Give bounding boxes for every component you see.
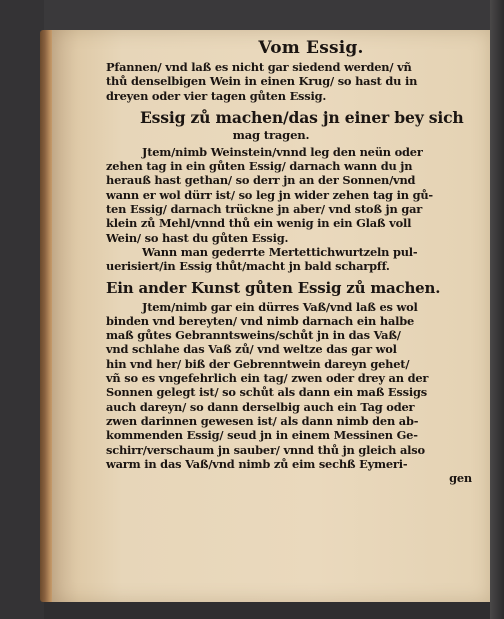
text-line: Wann man gederrte Mertettichwurtzeln pul- (142, 244, 418, 259)
book-board-top (0, 0, 504, 30)
text-line: Wein/ so hast du gůten Essig. (106, 230, 289, 245)
text-line: ten Essig/ darnach trückne jn aber/ vnd stoß jn gar (106, 202, 423, 217)
running-head: Vom Essig. (258, 38, 364, 58)
section1-paragraph (106, 145, 476, 274)
text-line: dreyen oder vier tagen gůten Essig. (106, 88, 327, 103)
intro-paragraph (106, 60, 476, 103)
section-subheading: mag tragen. (232, 127, 310, 142)
text-line: kommenden Essig/ seud jn in einem Messinen Ge- (106, 428, 418, 443)
text-line: vñ so es vngefehrlich ein tag/ zwen oder drey an der (106, 371, 429, 386)
text-line: zehen tag in ein gůten Essig/ darnach wann du jn (106, 159, 413, 174)
text-line: warm in das Vaß/vnd nimb zů eim sechß Eymeri- (106, 456, 408, 471)
text-line: thů denselbigen Wein in einen Krug/ so hast du in (106, 74, 418, 89)
text-line: maß gůtes Gebranntsweins/schůt jn in das Vaß/ (106, 328, 401, 343)
text-line: herauß hast gethan/ so derr jn an der Sonnen/vnd (106, 173, 416, 188)
catchword: gen (449, 471, 472, 486)
text-line: uerisiert/in Essig thůt/macht jn bald scharpff. (106, 259, 390, 274)
section-heading: Ein ander Kunst gůten Essig zů machen. (106, 278, 441, 297)
section-heading: Essig zů machen/das jn einer bey sich (140, 107, 464, 127)
text-line: auch dareyn/ so dann derselbig auch ein Tag oder (106, 399, 415, 414)
page-text (106, 36, 476, 485)
text-line: Sonnen gelegt ist/ so schůt als dann ein maß Essigs (106, 385, 427, 400)
text-line: Pfannen/ vnd laß es nicht gar siedend werden/ vñ (106, 60, 412, 74)
text-line: hin vnd her/ biß der Gebrenntwein dareyn gehet/ (106, 356, 410, 371)
book-board-left (0, 0, 44, 619)
text-line: vnd schlahe das Vaß zů/ vnd weltze das gar wol (106, 342, 397, 357)
text-line: Jtem/nimb Weinstein/vnnd leg den neün oder (142, 144, 423, 159)
text-line: binden vnd bereyten/ vnd nimb darnach ein halbe (106, 313, 415, 328)
text-line: klein zů Mehl/vnnd thů ein wenig in ein Glaß voll (106, 216, 412, 231)
text-line: wann er wol dürr ist/ so leg jn wider zehen tag in gů- (106, 187, 433, 202)
facing-page-edge (490, 0, 504, 619)
text-line: Jtem/nimb gar ein dürres Vaß/vnd laß es wol (142, 299, 418, 314)
text-line: schirr/verschaum jn sauber/ vnnd thů jn gleich also (106, 442, 425, 457)
text-line: zwen darinnen gewesen ist/ als dann nimb den ab- (106, 413, 419, 428)
section2-paragraph (106, 300, 476, 486)
